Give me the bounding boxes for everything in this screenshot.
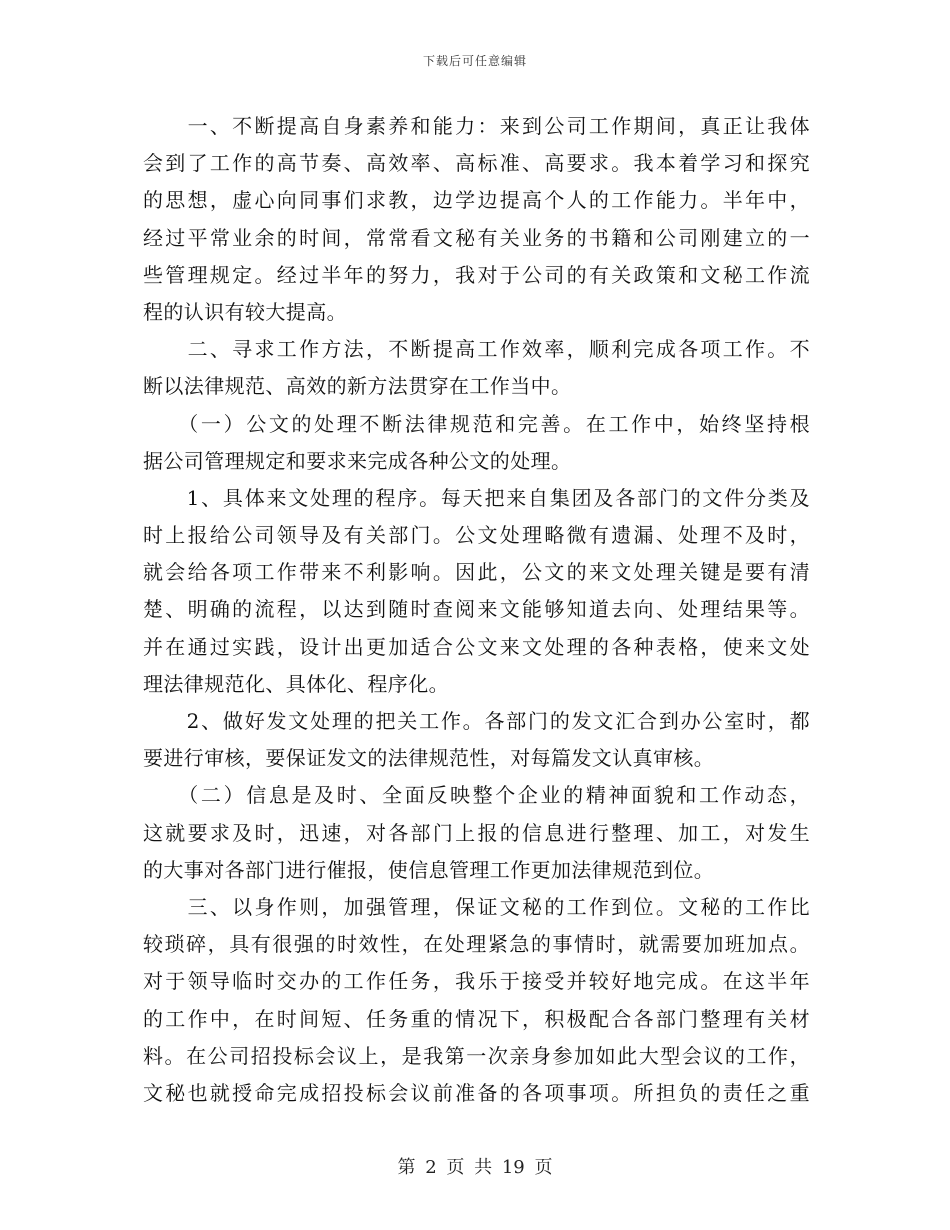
text-line: 时上报给公司领导及有关部门。公文处理略微有遗漏、处理不及时， (143, 523, 810, 548)
text-line: 楚、明确的流程，以达到随时查阅来文能够知道去向、处理结果等。 (143, 597, 810, 622)
text-line: 三、以身作则，加强管理，保证文秘的工作到位。文秘的工作比 (143, 894, 810, 919)
text-line: 较琐碎，具有很强的时效性，在处理紧急的事情时，就需要加班加点。 (143, 932, 810, 957)
page-number: 第 2 页 共 19 页 (397, 1157, 553, 1178)
text-line: 并在通过实践，设计出更加适合公文来文处理的各种表格，使来文处 (143, 634, 810, 659)
text-line: 的大事对各部门进行催报，使信息管理工作更加法律规范到位。 (143, 857, 715, 882)
text-line: 就会给各项工作带来不利影响。因此，公文的来文处理关键是要有清 (143, 560, 810, 585)
text-line: 对于领导临时交办的工作任务，我乐于接受并较好地完成。在这半年 (143, 969, 810, 994)
text-line: 这就要求及时，迅速，对各部门上报的信息进行整理、加工，对发生 (143, 820, 810, 845)
text-line: （一）公文的处理不断法律规范和完善。在工作中，始终坚持根 (143, 411, 810, 436)
text-line: 据公司管理规定和要求来完成各种公文的处理。 (143, 448, 572, 473)
text-line: 一、不断提高自身素养和能力：来到公司工作期间，真正让我体 (143, 114, 810, 138)
text-line: 程的认识有较大提高。 (143, 299, 347, 324)
text-line: 2、做好发文处理的把关工作。各部门的发文汇合到办公室时，都 (143, 709, 810, 733)
text-line: 的工作中，在时间短、任务重的情况下，积极配合各部门整理有关材 (143, 1006, 810, 1031)
text-line: 断以法律规范、高效的新方法贯穿在工作当中。 (143, 374, 572, 399)
text-line: 理法律规范化、具体化、程序化。 (143, 671, 449, 696)
text-line: 的思想，虚心向同事们求教，边学边提高个人的工作能力。半年中， (143, 188, 810, 213)
text-line: 文秘也就授命完成招投标会议前准备的各项事项。所担负的责任之重 (143, 1080, 810, 1105)
text-line: 料。在公司招投标会议上，是我第一次亲身参加如此大型会议的工作， (143, 1043, 810, 1068)
page-header: 下载后可任意编辑 (422, 54, 527, 68)
text-line: 1、具体来文处理的程序。每天把来自集团及各部门的文件分类及 (143, 485, 810, 510)
text-line: 要进行审核，要保证发文的法律规范性，对每篇发文认真审核。 (143, 746, 715, 771)
text-line: 经过平常业余的时间，常常看文秘有关业务的书籍和公司刚建立的一 (143, 225, 810, 250)
text-line: （二）信息是及时、全面反映整个企业的精神面貌和工作动态， (143, 783, 810, 808)
text-line: 些管理规定。经过半年的努力，我对于公司的有关政策和文秘工作流 (143, 262, 810, 287)
text-line: 会到了工作的高节奏、高效率、高标准、高要求。我本着学习和探究 (143, 151, 810, 176)
document-body (143, 108, 810, 1112)
text-line: 二、寻求工作方法，不断提高工作效率，顺利完成各项工作。不 (143, 337, 810, 362)
